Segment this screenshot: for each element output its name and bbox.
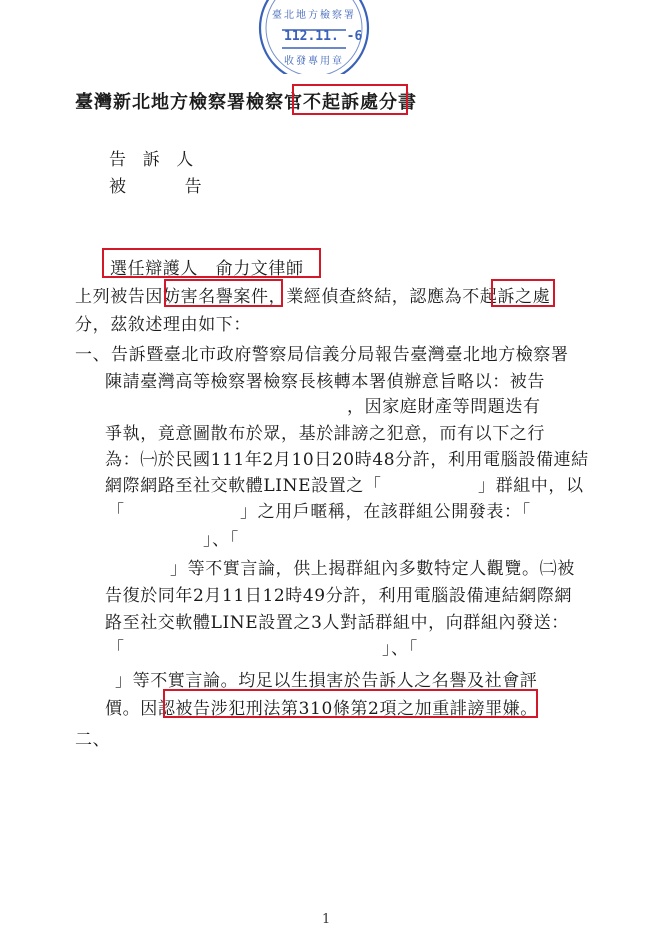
para1-line-12b: 」、「	[382, 639, 418, 659]
intro-line-1	[75, 282, 550, 307]
intro-line-2: 分，茲敘述理由如下：	[75, 315, 251, 335]
decision: 不起訴	[462, 287, 516, 307]
counsel-highlight-box	[102, 248, 321, 278]
para1-line-13: 」等不實言論。均足以生損害於告訴人之名譽及社會評	[115, 671, 538, 691]
para1-line-2: 陳請臺灣高等檢察署檢察長核轉本署偵辦意旨略以：被告	[105, 372, 545, 392]
para1-line-14c: 。	[520, 699, 538, 719]
para1-line-12a: 「	[107, 639, 125, 659]
para1-line-14a: 價。因	[105, 699, 158, 719]
intro-text-a: 上列被告因	[75, 287, 163, 307]
para1-line-9: 」等不實言論，供上揭群組內多數特定人觀覽。㈡被	[170, 559, 575, 579]
intro-text-c: 之處	[515, 287, 551, 307]
para1-number: 一、	[75, 345, 111, 365]
stamp-top-text: 臺北地方檢察署	[272, 10, 356, 21]
para1-line-10: 告復於同年2月11日12時49分許，利用電腦設備連結網際網	[105, 586, 573, 606]
title-highlight: 不起訴處分書	[303, 92, 417, 113]
para1-line-11: 路至社交軟體LINE設置之3人對話群組中，向群組內發送：	[105, 613, 569, 633]
page-number: 1	[322, 912, 331, 927]
para1-line-6b: 」群組中，以	[478, 476, 584, 496]
para1-line-5: 為：㈠於民國111年2月10日20時48分許，利用電腦設備連結	[105, 450, 589, 470]
para1-line-6a: 網際網路至社交軟體LINE設置之「	[105, 476, 382, 496]
case-type-box	[164, 279, 283, 307]
title-highlight-box	[292, 84, 408, 115]
para1-line-8: 」、「	[203, 530, 239, 550]
para1-line-1: 告訴暨臺北市政府警察局信義分局報告臺灣臺北地方檢察署	[111, 345, 569, 365]
intro-text-b: ，業經偵查終結，認應為	[268, 287, 463, 307]
stamp-date: 112.11. -6	[284, 29, 363, 44]
charge-text: 認被告涉犯刑法第310條第2項之加重誹謗罪嫌	[157, 699, 521, 719]
para1-line-4: 爭執，竟意圖散布於眾，基於誹謗之犯意，而有以下之行	[105, 424, 545, 444]
complainant-label: 告 訴 人	[109, 150, 194, 170]
para1-line-3: ，因家庭財產等問題迭有	[347, 397, 541, 417]
defendant-label: 被 告	[109, 177, 203, 197]
case-type: 妨害名譽案件	[163, 287, 269, 307]
stamp-bottom-text: 收發專用章	[284, 56, 344, 67]
decision-box	[491, 279, 555, 307]
receipt-stamp	[254, 0, 374, 74]
defense-counsel: 選任辯護人 俞力文律師	[110, 259, 304, 279]
para1-line-7b: 」之用戶暱稱，在該群組公開發表：「	[240, 502, 531, 522]
para1-line-7a: 「	[107, 502, 125, 522]
para2-number: 二、	[75, 730, 111, 750]
title-prefix: 臺灣新北地方檢察署檢察官	[75, 92, 303, 113]
charge-highlight-box	[163, 689, 538, 718]
